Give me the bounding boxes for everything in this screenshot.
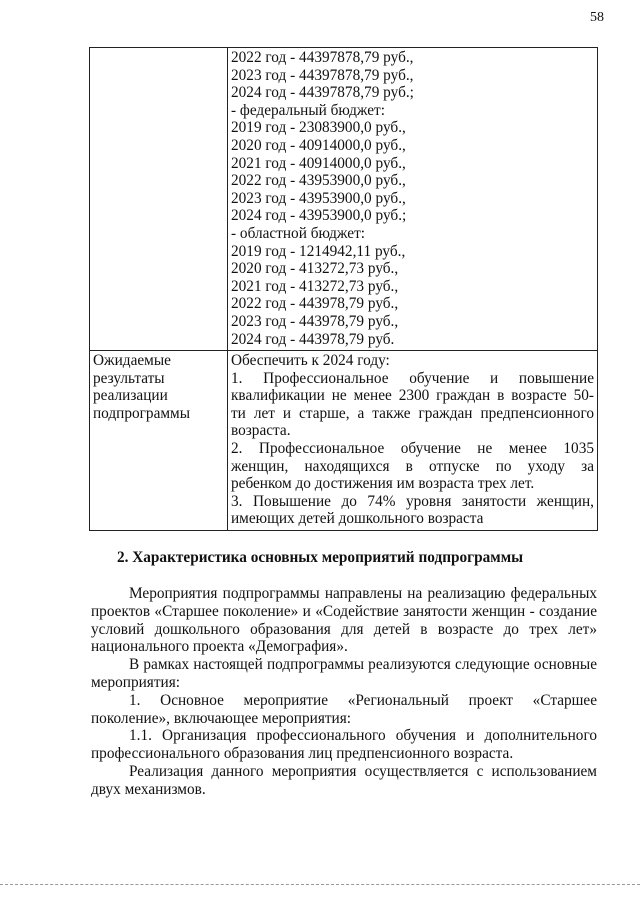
funding-line: 2022 год - 44397878,79 руб., [231, 49, 414, 66]
result-line: 2. Профессиональное обучение не менее 1035 [231, 440, 594, 458]
section-body [91, 585, 597, 799]
expected-results-label [90, 351, 228, 531]
paragraph-line: профессионального образования лиц предпенсионного возраста. [91, 745, 514, 763]
result-line: ти лет и старше, а также граждан предпенсионного [231, 404, 594, 422]
paragraph-line: поколение», включающее мероприятия: [91, 709, 352, 727]
funding-line: 2023 год - 44397878,79 руб., [231, 66, 414, 84]
result-line: квалификации не менее 2300 граждан в возрасте 50- [231, 387, 594, 405]
subprogram-passport-table [89, 47, 598, 531]
funding-line: 2020 год - 40914000,0 руб., [231, 136, 406, 154]
table-row [90, 48, 598, 351]
table-cell-empty [90, 48, 228, 351]
paragraph-line: 1. Основное мероприятие «Региональный проект «Старшее [129, 691, 597, 709]
funding-line: 2019 год - 1214942,11 руб., [231, 242, 406, 260]
paragraph-line: Реализация данного мероприятия осуществляется с использованием [129, 762, 597, 780]
scan-artifact-line [0, 884, 640, 885]
label-line: Ожидаемые [93, 352, 171, 370]
funding-line: 2021 год - 413272,73 руб., [231, 277, 399, 295]
result-line: 3. Повышение до 74% уровня занятости женщин, [231, 492, 594, 510]
page-number: 58 [590, 10, 604, 25]
result-line: возраста. [231, 422, 291, 440]
funding-line: 2023 год - 443978,79 руб., [231, 312, 399, 330]
section-heading: 2. Характеристика основных мероприятий подпрограммы [116, 549, 524, 566]
result-line: имеющих детей дошкольного возраста [231, 510, 484, 528]
funding-line: 2021 год - 40914000,0 руб., [231, 154, 406, 172]
paragraph-line: национального проекта «Демография». [91, 638, 348, 656]
result-line: Обеспечить к 2024 году: [231, 352, 390, 370]
paragraph-line: двух механизмов. [91, 780, 206, 798]
table-row [90, 351, 598, 531]
paragraph-line: 1.1. Организация профессионального обучения и дополнительного [129, 727, 597, 745]
funding-line: 2024 год - 44397878,79 руб.; [231, 84, 414, 102]
label-line: реализации [93, 387, 168, 405]
funding-line: 2020 год - 413272,73 руб., [231, 260, 399, 278]
paragraph-line: Мероприятия подпрограммы направлены на реализацию федеральных [129, 585, 597, 602]
result-line: ребенком до достижения им возраста трех лет. [231, 475, 535, 493]
funding-line: 2024 год - 43953900,0 руб.; [231, 207, 407, 225]
funding-line: - федеральный бюджет: [231, 101, 385, 119]
expected-results-cell [228, 351, 598, 531]
paragraph-line: мероприятия: [91, 673, 180, 691]
funding-line: 2024 год - 443978,79 руб. [231, 330, 395, 348]
funding-line: - областной бюджет: [231, 224, 366, 242]
funding-line: 2023 год - 43953900,0 руб., [231, 189, 406, 207]
paragraph-line: условий дошкольного образования для детей в возрасте до трех лет» [91, 620, 597, 638]
label-line: результаты [93, 369, 165, 387]
result-line: 1. Профессиональное обучение и повышение [231, 369, 594, 387]
funding-line: 2022 год - 43953900,0 руб., [231, 172, 406, 190]
funding-line: 2019 год - 23083900,0 руб., [231, 119, 406, 137]
paragraph-line: проектов «Старшее поколение» и «Содействие занятости женщин - создание [91, 602, 597, 620]
paragraph-line: В рамках настоящей подпрограммы реализуются следующие основные [129, 656, 597, 674]
funding-cell [228, 48, 598, 351]
funding-line: 2022 год - 443978,79 руб., [231, 295, 399, 313]
result-line: женщин, находящихся в отпуске по уходу за [231, 457, 594, 475]
label-line: подпрограммы [93, 404, 191, 422]
